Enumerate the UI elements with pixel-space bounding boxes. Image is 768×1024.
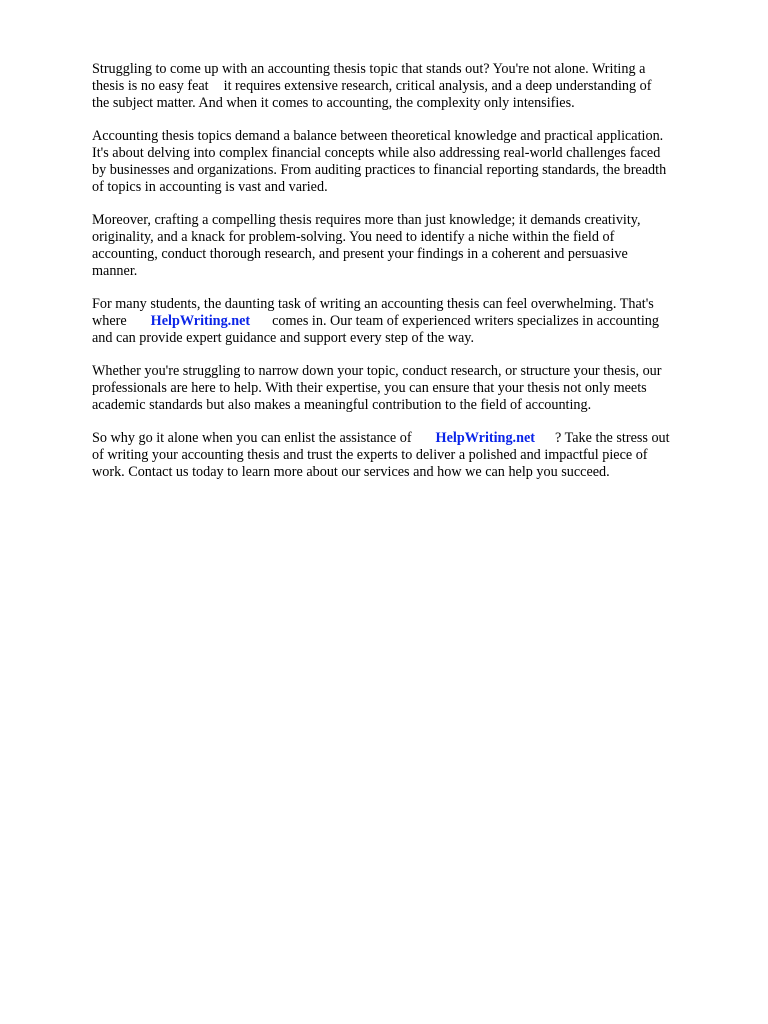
line-segment: So why go it alone when you can enlist the assistance of xyxy=(92,430,412,446)
paragraph-5 xyxy=(92,363,728,414)
paragraph-line: and can provide expert guidance and support every step of the way. xyxy=(92,330,475,346)
paragraph-line xyxy=(92,430,728,447)
paragraph-line: by businesses and organizations. From auditing practices to financial reporting standards, the breadth xyxy=(92,162,667,178)
paragraph-line: Struggling to come up with an accounting thesis topic that stands out? You're not alone. Writing a xyxy=(92,61,646,77)
paragraph-line: of topics in accounting is vast and varied. xyxy=(92,179,328,195)
paragraph-line: For many students, the daunting task of writing an accounting thesis can feel overwhelming. That's xyxy=(92,296,654,312)
paragraph-line: manner. xyxy=(92,263,138,279)
helpwriting-link[interactable]: HelpWriting.net xyxy=(435,430,535,446)
paragraph-line: the subject matter. And when it comes to accounting, the complexity only intensifies. xyxy=(92,95,575,111)
helpwriting-link[interactable]: HelpWriting.net xyxy=(150,313,251,329)
paragraph-line: Moreover, crafting a compelling thesis requires more than just knowledge; it demands creativity, xyxy=(92,212,641,228)
line-segment: comes in. Our team of experienced writers specializes in accounting xyxy=(272,313,659,329)
line-segment: where xyxy=(92,313,127,329)
paragraph-line: Whether you're struggling to narrow down your topic, conduct research, or structure your thesis, our xyxy=(92,363,662,379)
paragraph-line xyxy=(92,313,728,330)
paragraph-line: academic standards but also makes a meaningful contribution to the field of accounting. xyxy=(92,397,592,413)
line-segment: thesis is no easy feat xyxy=(92,78,209,94)
paragraph-3 xyxy=(92,212,728,280)
paragraph-4 xyxy=(92,296,728,347)
line-segment: ? Take the stress out xyxy=(555,430,670,446)
paragraph-line: It's about delving into complex financial concepts while also addressing real-world challenges faced xyxy=(92,145,661,161)
paragraph-line: accounting, conduct thorough research, and present your findings in a coherent and persuasive xyxy=(92,246,628,262)
paragraph-6 xyxy=(92,430,728,481)
paragraph-line: of writing your accounting thesis and trust the experts to deliver a polished and impactful piece of xyxy=(92,447,648,463)
paragraph-line: professionals are here to help. With their expertise, you can ensure that your thesis not only meets xyxy=(92,380,647,396)
paragraph-line: originality, and a knack for problem-solving. You need to identify a niche within the field of xyxy=(92,229,615,245)
paragraph-line xyxy=(92,78,728,95)
line-segment: it requires extensive research, critical analysis, and a deep understanding of xyxy=(223,78,652,94)
paragraph-1 xyxy=(92,61,728,112)
paragraph-2 xyxy=(92,128,728,196)
paragraph-line: Accounting thesis topics demand a balance between theoretical knowledge and practical application. xyxy=(92,128,664,144)
paragraph-line: work. Contact us today to learn more about our services and how we can help you succeed. xyxy=(92,464,610,480)
